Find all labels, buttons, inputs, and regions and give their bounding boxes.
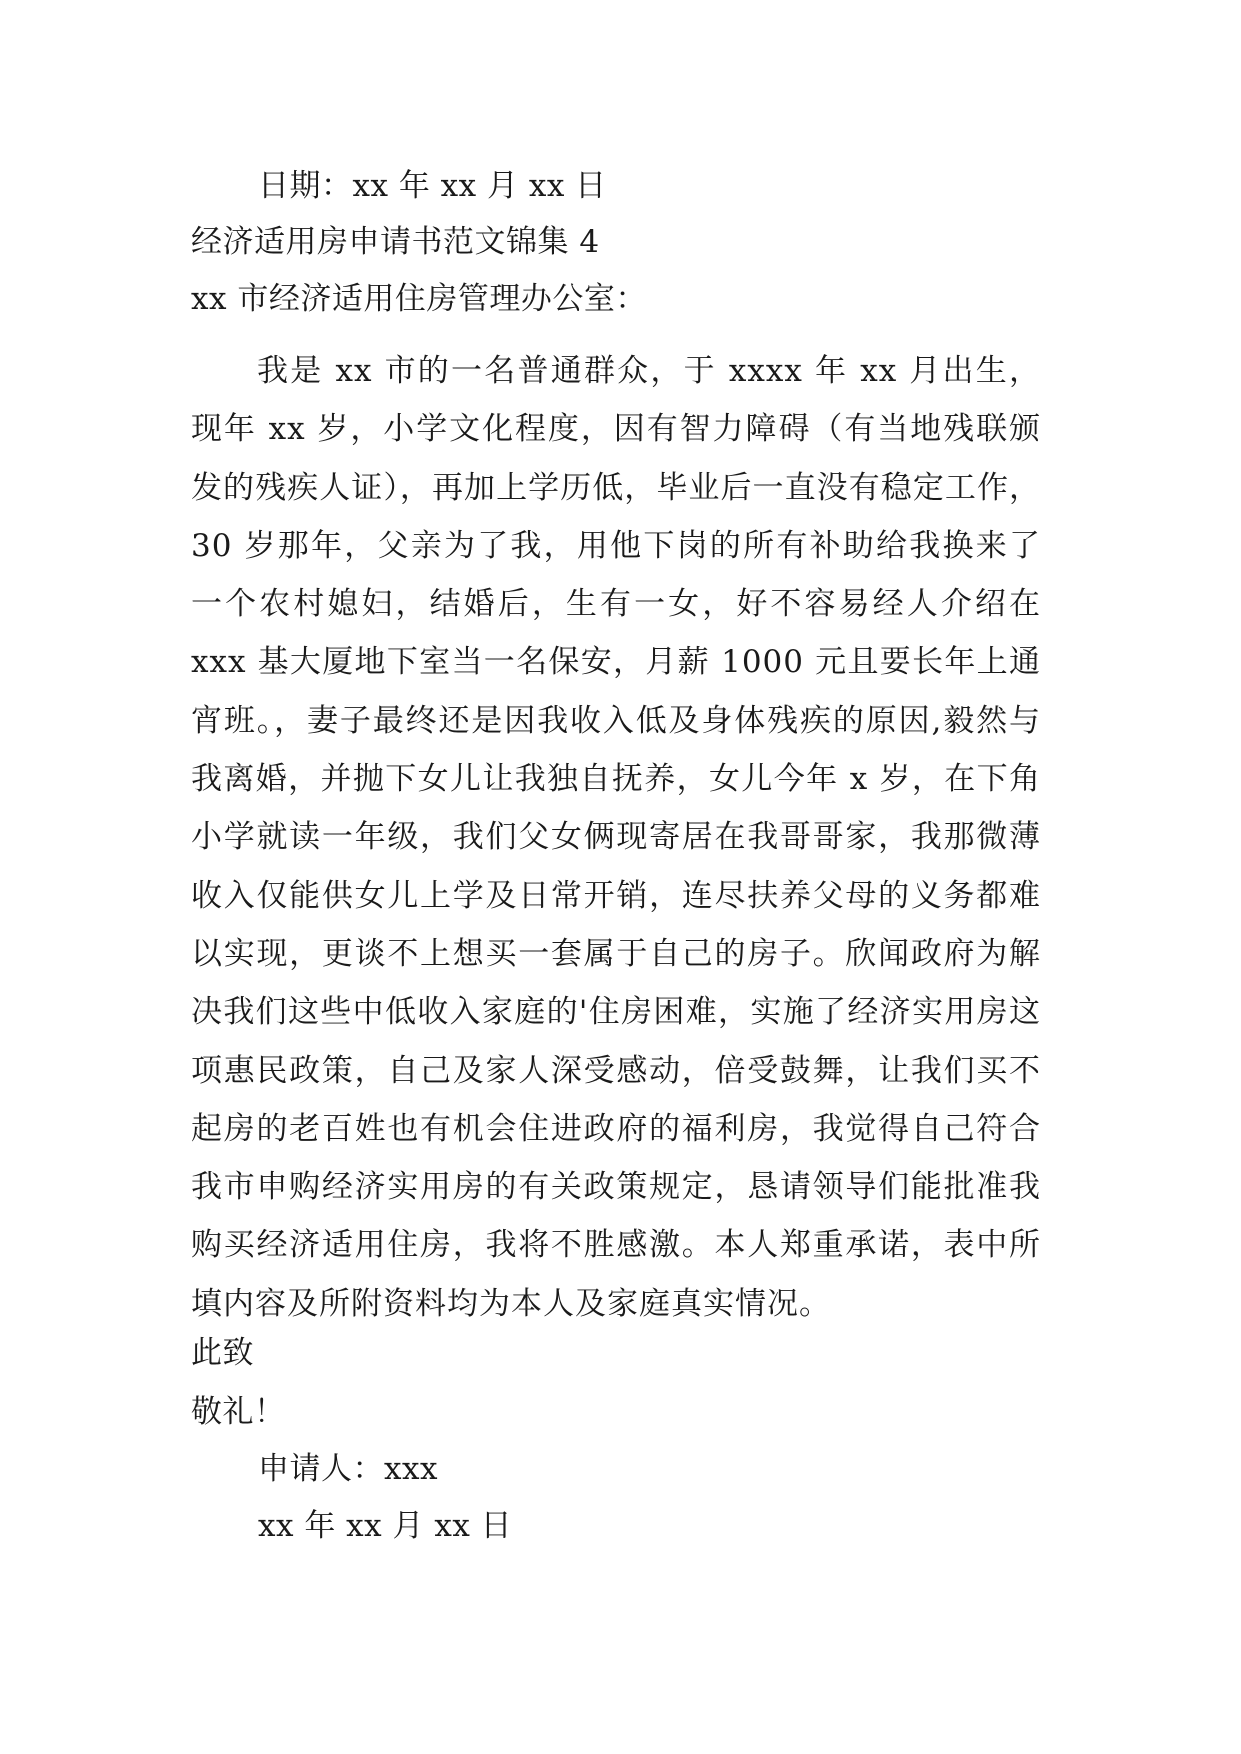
signature-date: xx 年 xx 月 xx 日: [258, 1508, 513, 1544]
closing-line-1: 此致: [191, 1335, 254, 1371]
salutation: xx 市经济适用住房管理办公室：: [191, 281, 647, 317]
date-line: 日期：xx 年 xx 月 xx 日: [258, 168, 607, 204]
applicant-line: 申请人：xxx: [258, 1451, 438, 1487]
body-paragraph: 我是 xx 市的一名普通群众，于 xxxx 年 xx 月出生，现年 xx 岁，小学文化程度，因有智力障碍（有当地残联颁发的残疾人证），再加上学历低，毕业后一直没有稳定工作，30 岁那年，父亲为了我，用他下岗的所有补助给我换来了一个农村媳妇，结婚后，生有一女，好不容易经人介绍在 xxx 基大厦地下室当一名保安，月薪 1000 元且要长年上通宵班。，妻子最终还是因我收入低及身体残疾的原因,毅然与我离婚，并抛下女儿让我独自抚养，女儿今年 x 岁，在下角小学就读一年级，我们父女俩现寄居在我哥哥家，我那微薄收入仅能供女儿上学及日常开销，连尽扶养父母的义务都难以实现，更谈不上想买一套属于自己的房子。欣闻政府为解决我们这些中低收入家庭的'住房困难，实施了经济实用房这项惠民政策，自己及家人深受感动，倍受鼓舞，让我们买不起房的老百姓也有机会住进政府的福利房，我觉得自己符合我市申购经济实用房的有关政策规定，恳请领导们能批准我购买经济适用住房，我将不胜感激。本人郑重承诺，表中所填内容及所附资料均为本人及家庭真实情况。: [191, 353, 1041, 1322]
closing-line-2: 敬礼！: [191, 1394, 286, 1430]
document-title: 经济适用房申请书范文锦集 4: [191, 224, 600, 260]
